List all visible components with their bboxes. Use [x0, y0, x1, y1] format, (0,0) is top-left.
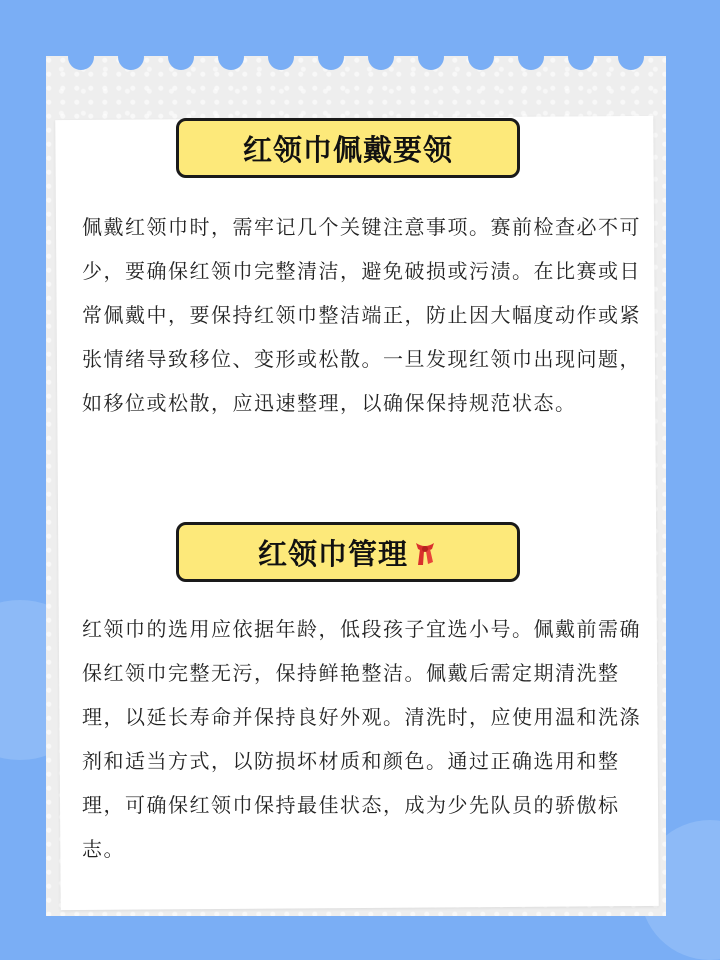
red-scarf-icon	[412, 537, 438, 567]
binder-hole	[368, 44, 394, 70]
section1-body: 佩戴红领巾时，需牢记几个关键注意事项。赛前检查必不可少，要确保红领巾完整清洁，避免破损或污渍。在比赛或日常佩戴中，要保持红领巾整洁端正，防止因大幅度动作或紧张情绪导致移位、变形或松散。一旦发现红领巾出现问题，如移位或松散，应迅速整理，以确保保持规范状态。	[82, 215, 641, 415]
section2-title: 红领巾管理	[257, 536, 408, 571]
section2-body: 红领巾的选用应依据年龄，低段孩子宜选小号。佩戴前需确保红领巾完整无污，保持鲜艳整洁。佩戴后需定期清洗整理，以延长寿命并保持良好外观。清洗时，应使用温和洗涤剂和适当方式，以防损坏材质和颜色。通过正确选用和整理，可确保红领巾保持最佳状态，成为少先队员的骄傲标志。	[82, 617, 641, 861]
section1-title: 红领巾佩戴要领	[242, 132, 453, 167]
section1-title-box	[176, 118, 520, 178]
section2-title-box	[176, 522, 520, 582]
binder-hole	[68, 44, 94, 70]
binder-hole	[268, 44, 294, 70]
binder-hole	[618, 44, 644, 70]
binder-hole	[418, 44, 444, 70]
binder-hole	[468, 44, 494, 70]
binder-hole	[118, 44, 144, 70]
binder-hole	[518, 44, 544, 70]
binder-hole	[568, 44, 594, 70]
binder-hole	[318, 44, 344, 70]
binder-hole	[218, 44, 244, 70]
binder-hole	[168, 44, 194, 70]
